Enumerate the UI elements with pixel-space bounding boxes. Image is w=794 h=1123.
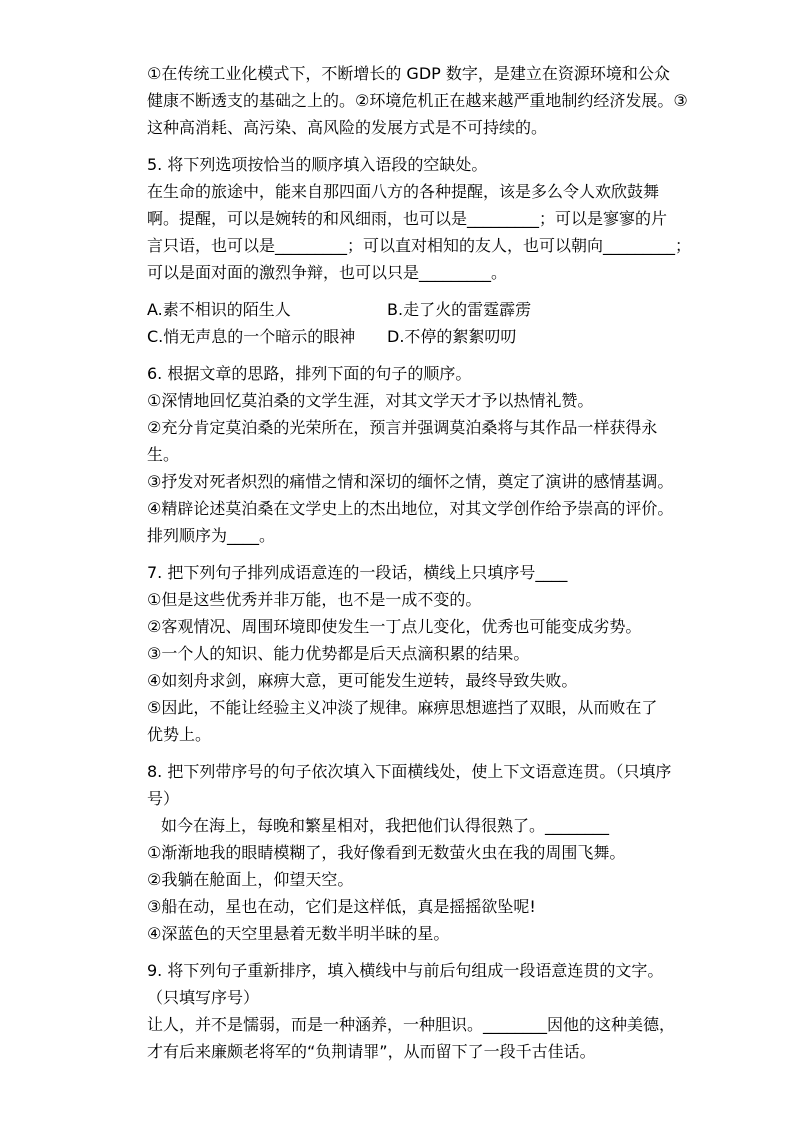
text-line: 生。 [147,445,180,464]
document-page [147,60,707,1065]
option-d: D.不停的絮絮叨叨 [387,327,517,346]
question-5 [147,151,707,350]
text-line: 让人，并不是懦弱，而是一种涵养，一种胆识。________因他的这种美德， [147,1015,676,1034]
question-title: 6. 根据文章的思路，排列下面的句子的顺序。 [147,364,472,383]
question-title: 号） [147,789,180,808]
option-b: B.走了火的雷霆霹雳 [387,300,532,319]
text-line: ①深情地回忆莫泊桑的文学生涯，对其文学天才予以热情礼赞。 [147,391,594,410]
text-line: ③一个人的知识、能力优势都是后天点滴积累的结果。 [147,644,530,663]
text-line: 才有后来廉颇老将军的“负荆请罪”，从而留下了一段千古佳话。 [147,1042,596,1061]
text-line: 可以是面对面的激烈争辩，也可以只是_________。 [147,263,508,282]
text-line: 优势上。 [147,725,212,744]
question-9 [147,957,707,1065]
text-line: 言只语，也可以是_________；可以直对相知的友人，也可以朝向_________； [147,236,692,255]
question-7 [147,559,707,748]
question-8 [147,758,707,947]
passage-block-top [147,60,707,141]
text-line: ②客观情况、周围环境即使发生一丁点儿变化，优秀也可能变成劣势。 [147,617,642,636]
text-line: ⑤因此，不能让经验主义冲淡了规律。麻痹思想遮挡了双眼，从而败在了 [147,698,658,717]
text-line: ②充分肯定莫泊桑的光荣所在，预言并强调莫泊桑将与其作品一样获得永 [147,418,658,437]
intro-line: 如今在海上，每晚和繁星相对，我把他们认得很熟了。________ [161,816,610,835]
text-line: 在生命的旅途中，能来自那四面八方的各种提醒，该是多么令人欢欣鼓舞 [147,182,660,201]
question-6 [147,360,707,549]
option-c: C.悄无声息的一个暗示的眼神 [147,327,356,346]
text-line: ③船在动，星也在动，它们是这样低，真是摇摇欲坠呢! [147,897,536,916]
text-line: ②我躺在舱面上，仰望天空。 [147,870,354,889]
text-line: 排列顺序为____。 [147,526,276,545]
question-title: 7. 把下列句子排列成语意连的一段话，横线上只填序号____ [147,563,568,582]
text-line: ④精辟论述莫泊桑在文学史上的杰出地位，对其文学创作给予崇高的评价。 [147,499,674,518]
answer-options [147,296,707,350]
text-line: ③抒发对死者炽烈的痛惜之情和深切的缅怀之情，奠定了演讲的感情基调。 [147,472,674,491]
text-line: ①但是这些优秀并非万能，也不是一成不变的。 [147,590,482,609]
text-line: 这种高消耗、高污染、高风险的发展方式是不可持续的。 [147,118,548,137]
question-title: 8. 把下列带序号的句子依次填入下面横线处，使上下文语意连贯。（只填序 [147,762,672,781]
text-line: 健康不断透支的基础之上的。②环境危机正在越来越严重地制约经济发展。③ [147,91,688,110]
question-title: （只填写序号） [147,988,260,1007]
text-line: ①在传统工业化模式下，不断增长的 GDP 数字，是建立在资源环境和公众 [147,64,670,83]
text-line: ④如刻舟求剑，麻痹大意，更可能发生逆转，最终导致失败。 [147,671,578,690]
question-title: 5. 将下列选项按恰当的顺序填入语段的空缺处。 [147,155,488,174]
text-line: 啊。提醒，可以是婉转的和风细雨，也可以是_________；可以是寥寥的片 [147,209,668,228]
option-a: A.素不相识的陌生人 [147,300,291,319]
text-line: ④深蓝色的天空里悬着无数半明半昧的星。 [147,924,450,943]
question-title: 9. 将下列句子重新排序，填入横线中与前后句组成一段语意连贯的文字。 [147,961,664,980]
text-line: ①渐渐地我的眼睛模糊了，我好像看到无数萤火虫在我的周围飞舞。 [147,843,626,862]
